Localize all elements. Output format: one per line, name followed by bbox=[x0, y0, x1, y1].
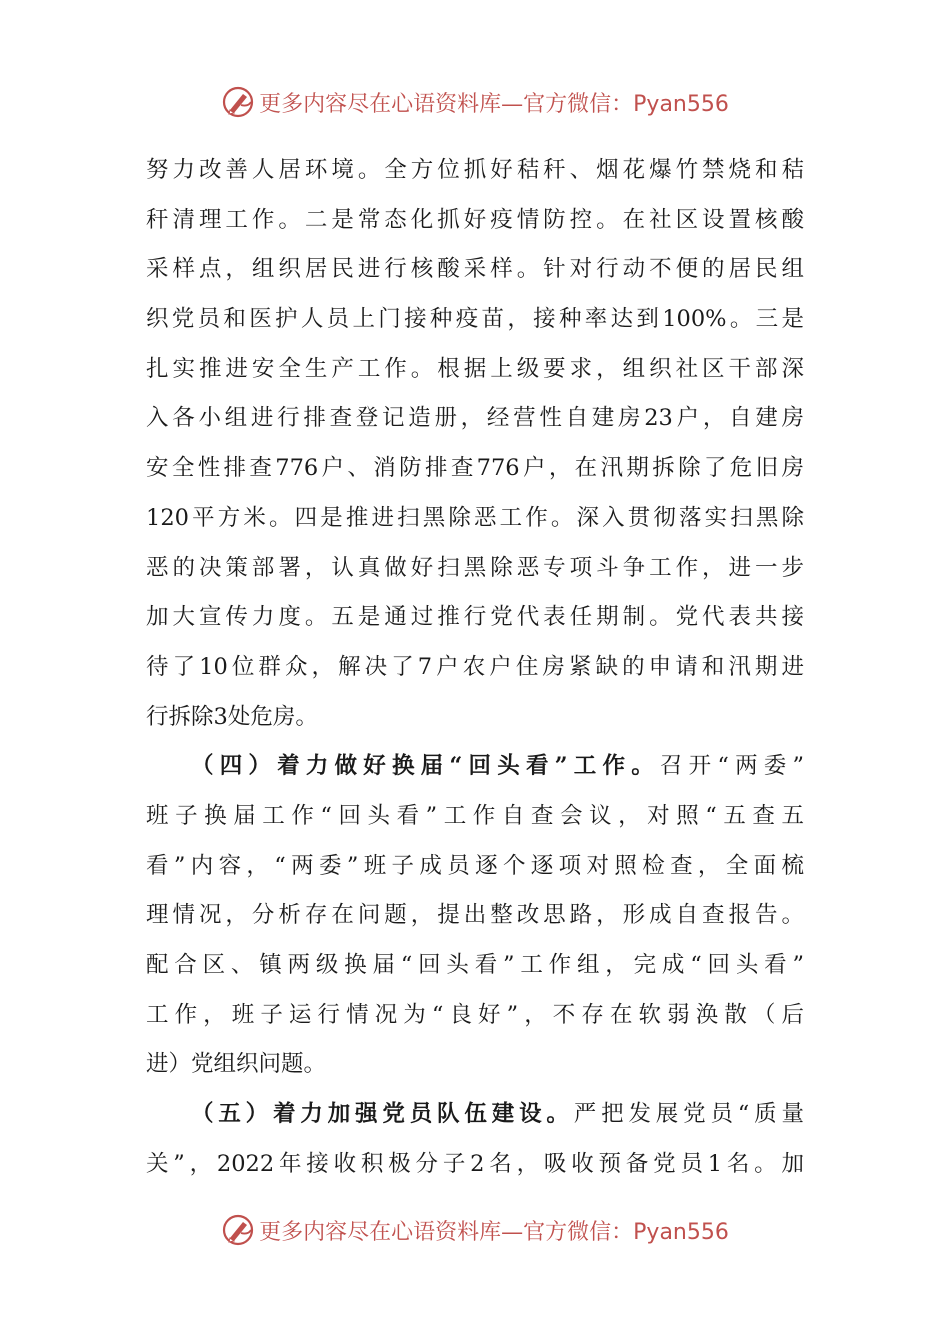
text-line: 关”，2022年接收积极分子2名，吸收预备党员1名。加 bbox=[146, 1150, 804, 1177]
text-line: 配合区、镇两级换届“回头看”工作组，完成“回头看” bbox=[146, 952, 804, 978]
paragraph-1 bbox=[146, 146, 804, 742]
pen-logo-icon bbox=[221, 1213, 255, 1247]
paragraph-2-first-line: （四）着力做好换届“回头看”工作。召开“两委” bbox=[191, 753, 804, 780]
wechat-id: Pyan556 bbox=[633, 91, 729, 117]
text-line: 采样点，组织居民进行核酸采样。针对行动不便的居民组 bbox=[146, 256, 804, 283]
paragraph-3 bbox=[146, 1090, 804, 1189]
text-line: 努力改善人居环境。全方位抓好秸秆、烟花爆竹禁烧和秸 bbox=[146, 157, 804, 183]
text-line: 待了10位群众，解决了7户农户住房紧缺的申请和汛期进 bbox=[146, 653, 804, 680]
pen-logo-icon bbox=[221, 85, 255, 119]
text-line: 织党员和医护人员上门接种疫苗，接种率达到100%。三是 bbox=[146, 306, 804, 333]
text-line: 看”内容，“两委”班子成员逐个逐项对照检查，全面梳 bbox=[146, 852, 804, 879]
text-line: 班子换届工作“回头看”工作自查会议，对照“五查五 bbox=[146, 802, 804, 829]
paragraph-2 bbox=[146, 742, 804, 1090]
section-heading-4: （四）着力做好换届“回头看”工作。 bbox=[191, 753, 660, 780]
paragraph-3-first-line: （五）着力加强党员队伍建设。严把发展党员“质量 bbox=[191, 1101, 804, 1128]
text-line: 加大宣传力度。五是通过推行党代表任期制。党代表共接 bbox=[146, 604, 804, 631]
text-line: 安全性排查776户、消防排查776户，在汛期拆除了危旧房 bbox=[146, 455, 804, 482]
text-line: 扎实推进安全生产工作。根据上级要求，组织社区干部深 bbox=[146, 355, 804, 382]
text-line: 理情况，分析存在问题，提出整改思路，形成自查报告。 bbox=[146, 902, 804, 929]
text-line: 恶的决策部署，认真做好扫黑除恶专项斗争工作，进一步 bbox=[146, 554, 804, 581]
text-line: 秆清理工作。二是常态化抓好疫情防控。在社区设置核酸 bbox=[146, 206, 804, 233]
text-line: 行拆除3处危房。 bbox=[146, 703, 318, 730]
text-line: 进）党组织问题。 bbox=[146, 1051, 327, 1078]
header-banner bbox=[0, 80, 950, 124]
section-heading-5: （五）着力加强党员队伍建设。 bbox=[191, 1101, 574, 1128]
document-body bbox=[146, 146, 804, 1189]
text-line: 工作，班子运行情况为“良好”，不存在软弱涣散（后 bbox=[146, 1001, 804, 1028]
text-line: 入各小组进行排查登记造册，经营性自建房23户，自建房 bbox=[146, 405, 804, 432]
wechat-id: Pyan556 bbox=[633, 1219, 729, 1245]
banner-text: 更多内容尽在心语资料库—官方微信：Pyan556 bbox=[259, 1219, 729, 1245]
footer-banner bbox=[0, 1208, 950, 1252]
text-line: 120平方米。四是推进扫黑除恶工作。深入贯彻落实扫黑除 bbox=[146, 504, 804, 531]
banner-text: 更多内容尽在心语资料库—官方微信：Pyan556 bbox=[259, 91, 729, 117]
